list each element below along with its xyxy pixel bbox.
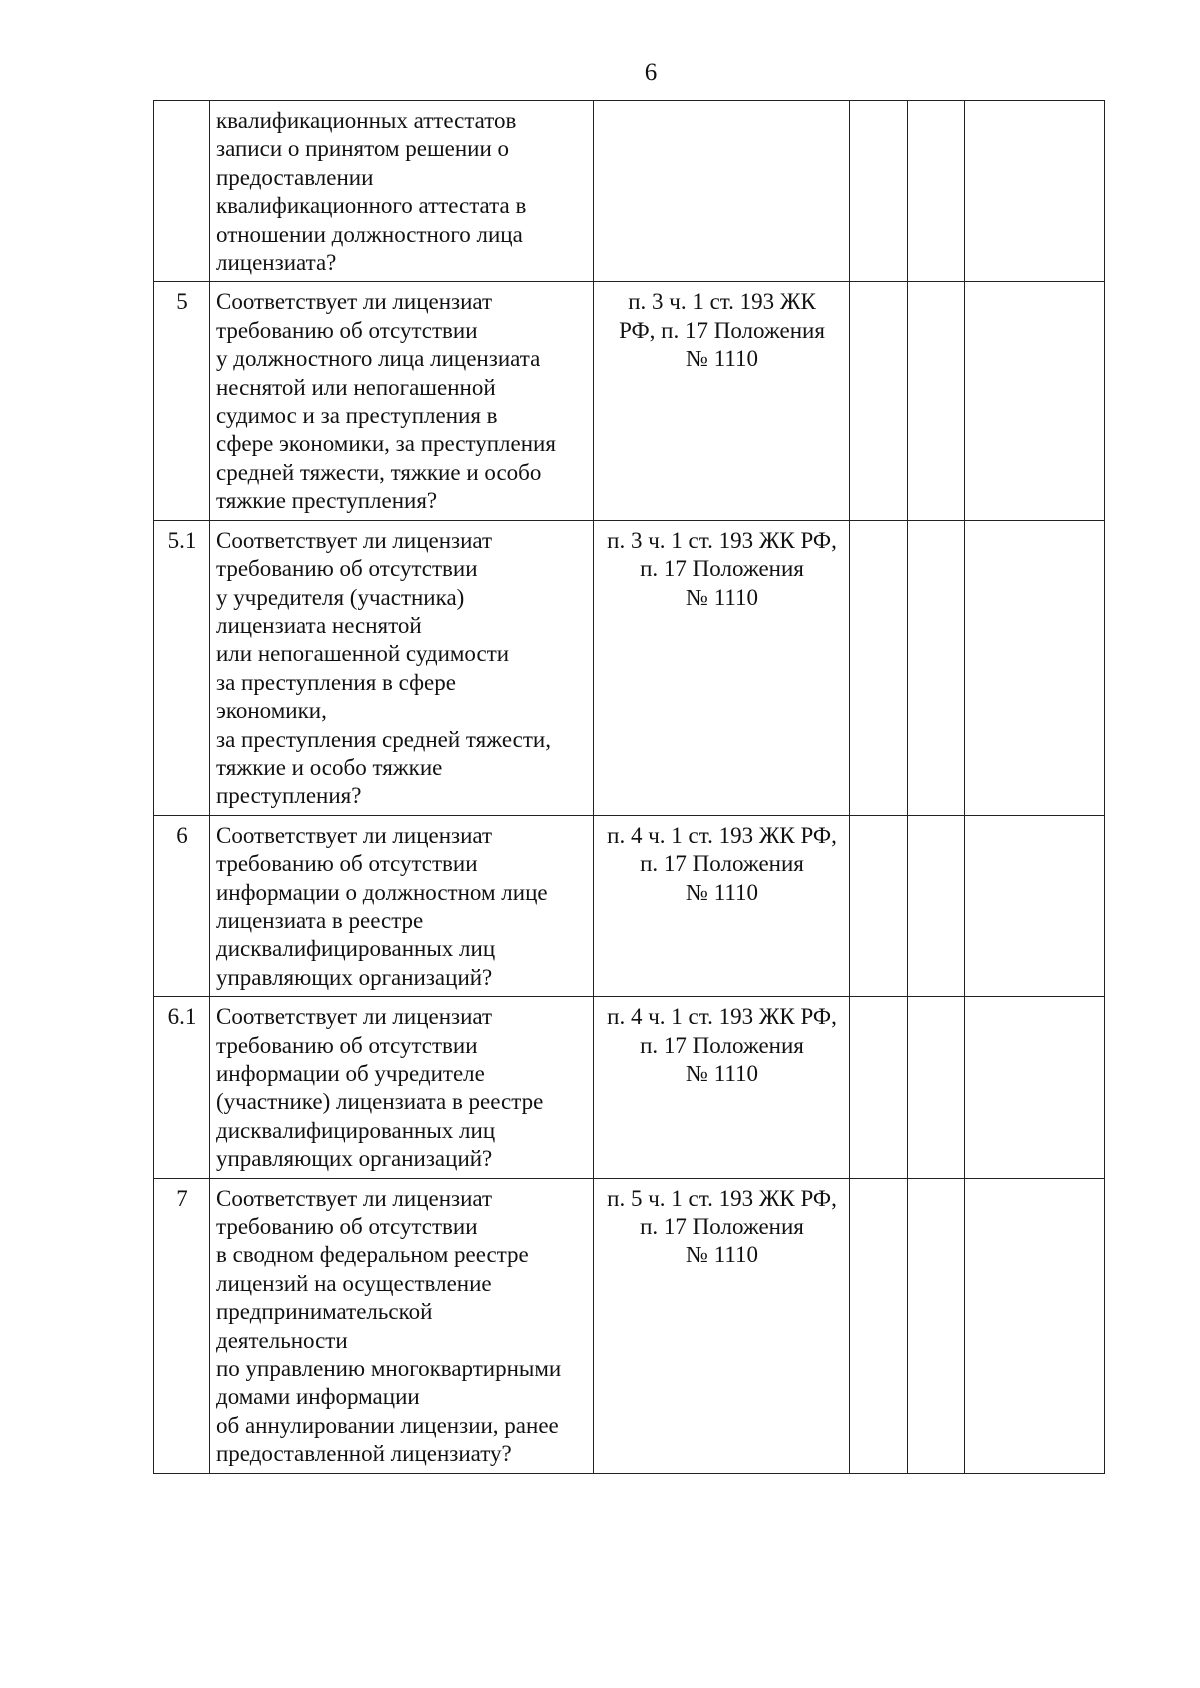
table-row (154, 997, 1105, 1178)
row-number-cell (154, 101, 210, 282)
no-cell (908, 282, 965, 520)
page-number: 6 (644, 59, 658, 86)
yes-cell (850, 520, 908, 815)
reference-cell: п. 3 ч. 1 ст. 193 ЖК РФ, п. 17 Положения № 1110 (594, 520, 850, 815)
no-cell (908, 997, 965, 1178)
row-number-cell: 6 (154, 815, 210, 996)
table-row (154, 1178, 1105, 1473)
no-cell (908, 101, 965, 282)
reference-cell (594, 101, 850, 282)
row-number-cell: 6.1 (154, 997, 210, 1178)
question-cell: Соответствует ли лицензиат требованию об отсутствии информации о должностном лице лицензиата в реестре дисквалифицированных лиц управляющих организаций? (210, 815, 594, 996)
yes-cell (850, 997, 908, 1178)
note-cell (965, 997, 1105, 1178)
row-number-cell: 7 (154, 1178, 210, 1473)
question-cell: Соответствует ли лицензиат требованию об отсутствии информации об учредителе (участнике) лицензиата в реестре дисквалифицированных лиц управляющих организаций? (210, 997, 594, 1178)
table-row (154, 101, 1105, 282)
no-cell (908, 520, 965, 815)
note-cell (965, 520, 1105, 815)
reference-cell: п. 4 ч. 1 ст. 193 ЖК РФ, п. 17 Положения № 1110 (594, 997, 850, 1178)
reference-cell: п. 4 ч. 1 ст. 193 ЖК РФ, п. 17 Положения № 1110 (594, 815, 850, 996)
yes-cell (850, 101, 908, 282)
row-number-cell: 5.1 (154, 520, 210, 815)
no-cell (908, 815, 965, 996)
question-cell: Соответствует ли лицензиат требованию об отсутствии в сводном федеральном реестре лицензий на осуществление предпринимательской деятельности по управлению многоквартирными домами информации об аннулировании лицензии, ранее предоставленной лицензиату? (210, 1178, 594, 1473)
yes-cell (850, 815, 908, 996)
note-cell (965, 282, 1105, 520)
note-cell (965, 1178, 1105, 1473)
question-cell: Соответствует ли лицензиат требованию об отсутствии у учредителя (участника) лицензиата неснятой или непогашенной судимости за преступления в сфере экономики, за преступления средней тяжести, тяжкие и особо тяжкие преступления? (210, 520, 594, 815)
table-row (154, 815, 1105, 996)
row-number-cell: 5 (154, 282, 210, 520)
note-cell (965, 101, 1105, 282)
table-row (154, 282, 1105, 520)
table-row (154, 520, 1105, 815)
question-cell: квалификационных аттестатов записи о принятом решении о предоставлении квалификационного аттестата в отношении должностного лица лицензиата? (210, 101, 594, 282)
yes-cell (850, 1178, 908, 1473)
no-cell (908, 1178, 965, 1473)
reference-cell: п. 3 ч. 1 ст. 193 ЖК РФ, п. 17 Положения № 1110 (594, 282, 850, 520)
note-cell (965, 815, 1105, 996)
checklist-table (153, 100, 1105, 1474)
question-cell: Соответствует ли лицензиат требованию об отсутствии у должностного лица лицензиата неснятой или непогашенной судимос и за преступления в сфере экономики, за преступления средней тяжести, тяжкие и особо тяжкие преступления? (210, 282, 594, 520)
yes-cell (850, 282, 908, 520)
reference-cell: п. 5 ч. 1 ст. 193 ЖК РФ, п. 17 Положения № 1110 (594, 1178, 850, 1473)
